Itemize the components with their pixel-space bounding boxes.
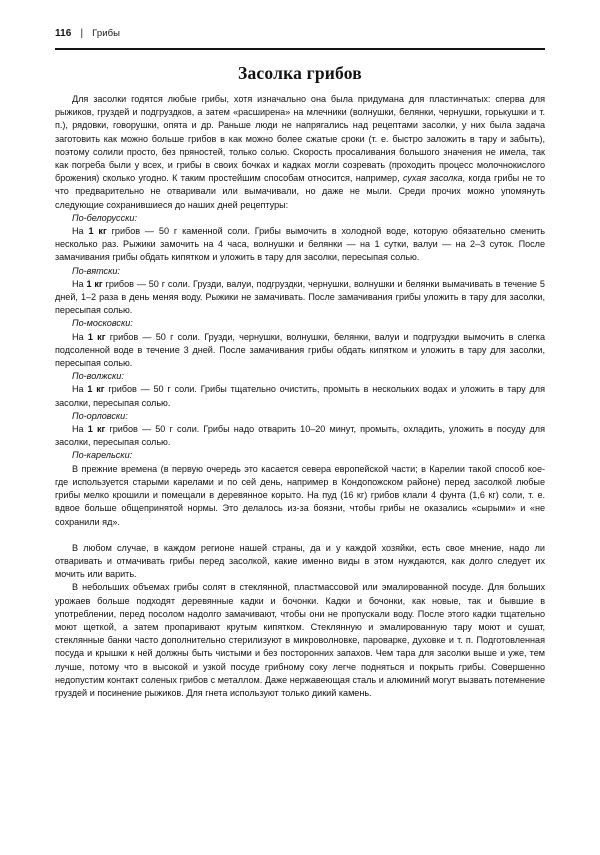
intro-paragraph bbox=[55, 93, 545, 212]
recipe-amount: 1 кг bbox=[86, 278, 103, 289]
closing-paragraph-2: В небольших объемах грибы солят в стеклянной, пластмассовой или эмалированной посуде. Для больших урожаев больше подходят деревянные кадки и бочонки. Кадки и бочонки, как новые, так и бывшие в употреблении, перед посолом надолго замачивают, чтобы они не пропускали воду. После этого кадки тщательно моют щеткой, а затем пропаривают крутым кипятком. Стеклянную и эмалированную тару моют и сушат, стеклянные банки часто дополнительно стерилизуют в микроволновке, пароварке, духовке и т. п. Подготовленная посуда и крышки к ней должны быть чистыми и без посторонних запахов. Чем тара для засолки выше и уже, тем лучше, потому что в высокой и узкой посуде грибному соку легче подняться и покрыть грибы. Совершенно недопустим контакт соленых грибов с металлом. Даже нержавеющая сталь и алюминий могут вызвать потемнение груздей и посинение рыжиков. Для гнета используют только дикий камень. bbox=[55, 582, 545, 698]
page-content bbox=[55, 28, 545, 700]
intro-text-lead: Для засолки годятся любые грибы, хотя изначально она была придумана для пластинчатых: сперва для рыжиков, груздей и подгруздков, а затем «расширена» на млечники (волнушки, белянки, чернушки, горькушки и т. п.), рядовки, говорушки, опята и др. Раньше люди не напрягались над рецептами засолки, у них была задача заготовить как можно больше грибов в как можно более сжатые сроки (т. е. быстро заложить в тару и забыть), поэтому солили просто, без пряностей, только солью. Скорость просаливания большого значения не имела, так как погреба были у всех, и грибы в своих бочках и кадках могли созревать (проходить процесс молочнокислого брожения) сколько угодно. К таким простейшим способам относится, например, bbox=[55, 94, 545, 184]
recipe-heading: По-карельски: bbox=[72, 450, 133, 461]
running-head bbox=[55, 28, 545, 44]
recipe-body bbox=[55, 331, 545, 371]
recipe-text: грибов — 50 г соли. Грузди, валуи, подгруздки, чернушки, волнушки и белянки вымачивать в течение 5 дней, 1–2 раза в день меняя воду. Рыжики не замачивать. После замачивания грибы уложить в тару для засолки, пересыпая солью. bbox=[55, 278, 545, 316]
recipe-body bbox=[55, 278, 545, 318]
recipe-text: грибов — 50 г каменной соли. Грибы вымочить в холодной воде, которую обязательно сменить несколько раз. Рыжики замочить на 4 часа, волнушки и белянки — на 1 сутки, валуи — на 2–3 суток. После замачивания грибы обдать кипятком и уложить в тару для засолки, пересыпая солью. bbox=[55, 226, 545, 263]
recipe-lead: На bbox=[72, 424, 88, 435]
closing-paragraph-1: В любом случае, в каждом регионе нашей страны, да и у каждой хозяйки, есть свое мнение, надо ли отваривать и отмачивать грибы перед засолкой, какие именно виды в этом нуждаются, как долго следует их мочить или варить. bbox=[55, 542, 545, 580]
recipe-amount: 1 кг bbox=[88, 226, 107, 237]
recipe-text: грибов — 50 г соли. Грузди, чернушки, волнушки, белянки, валуи и подгруздки вымочить в слегка подсоленной воде в течение 3 дней. После замачивания грибы обдать кипятком и уложить в тару для засолки, пересыпая солью. bbox=[55, 331, 545, 369]
recipe-body bbox=[55, 225, 545, 265]
recipe-volga bbox=[55, 370, 545, 410]
header-rule bbox=[55, 48, 545, 50]
recipe-body: В прежние времена (в первую очередь это касается севера европейской части; в Карелии такой способ кое-где используется старыми карелами и по сей день, например в Кондопожском районе) перед засолкой любые грибы мелко крошили и помещали в деревянное корыто. На пуд (16 кг) грибов клали 4 фунта (1,6 кг) соли, т. е. вдвое больше общепринятой нормы. Это делалось из-за боязни, чтобы грибы не оказались «сырыми» и «не сохранили яд». bbox=[55, 463, 545, 527]
chapter-name: Грибы bbox=[92, 28, 121, 39]
recipe-amount: 1 кг bbox=[87, 424, 106, 435]
recipe-lead: На bbox=[72, 226, 89, 237]
recipe-vyatka bbox=[55, 265, 545, 318]
recipe-heading: По-вятски: bbox=[72, 265, 120, 276]
recipe-body bbox=[55, 383, 545, 409]
recipe-heading: По-орловски: bbox=[72, 410, 128, 421]
recipe-amount: 1 кг bbox=[87, 384, 105, 395]
recipe-karelian bbox=[55, 449, 545, 528]
recipe-amount: 1 кг bbox=[87, 331, 106, 342]
recipe-moscow bbox=[55, 317, 545, 370]
intro-text-tail: , когда грибы не то что предварительно не отваривали или вымачивали, но даже не мыли. Среди прочих можно упомянуть следующие сохранившиеся до наших дней рецептуры: bbox=[55, 173, 545, 210]
recipe-heading: По-белорусски: bbox=[72, 212, 138, 223]
recipe-belorussian bbox=[55, 212, 545, 265]
page-number: 116 bbox=[55, 28, 72, 39]
recipe-body bbox=[55, 423, 545, 449]
recipe-lead: На bbox=[72, 278, 87, 289]
page-title: Засолка грибов bbox=[238, 63, 362, 83]
recipe-lead: На bbox=[72, 331, 88, 342]
recipe-lead: На bbox=[72, 384, 88, 395]
recipe-text: грибов — 50 г соли. Грибы тщательно очистить, промыть в нескольких водах и уложить в тару для засолки, пересыпая солью. bbox=[55, 384, 545, 408]
recipe-heading: По-волжски: bbox=[72, 371, 124, 382]
running-head-separator: | bbox=[80, 28, 84, 39]
intro-italic-term: сухая засолка bbox=[402, 173, 463, 184]
recipe-text: грибов — 50 г соли. Грибы надо отварить 10–20 минут, промыть, охладить, уложить в посуду для засолки, пересыпая солью. bbox=[55, 424, 545, 448]
recipe-orel bbox=[55, 410, 545, 450]
recipe-heading: По-московски: bbox=[72, 318, 133, 329]
